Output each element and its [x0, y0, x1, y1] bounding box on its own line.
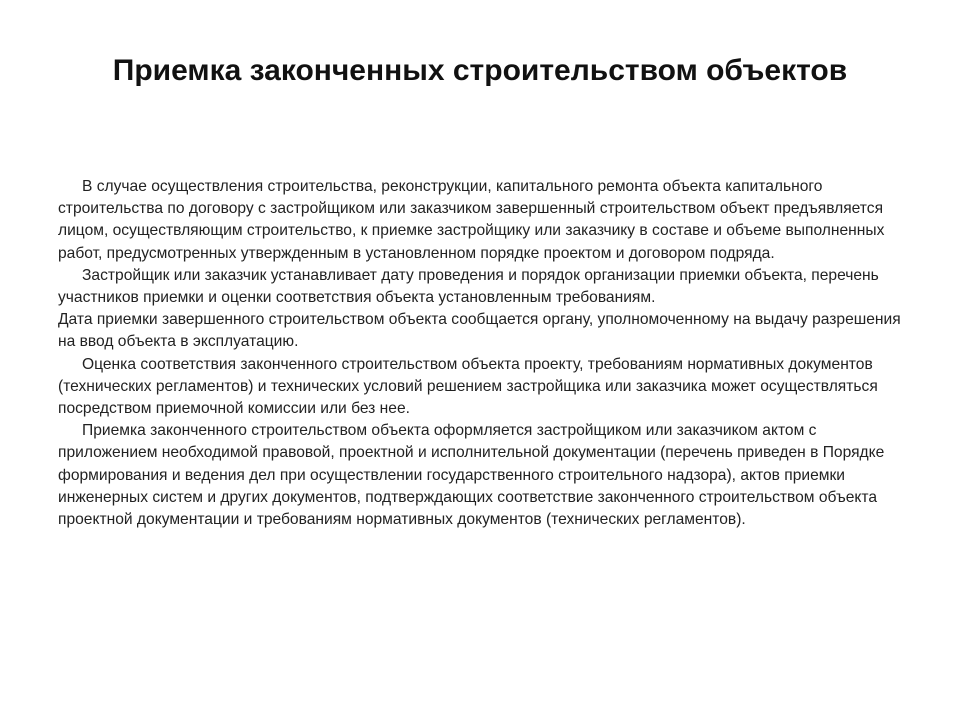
paragraph-conformity-assessment: Оценка соответствия законченного строительством объекта проекту, требованиям нормативных документов (технических регламентов) и технических условий решением застройщика или заказчика может осуществляться посредством приемочной комиссии или без нее.	[58, 355, 878, 418]
slide-body	[58, 176, 903, 531]
paragraph-acceptance-act: Приемка законченного строительством объекта оформляется застройщиком или заказчиком актом с приложением необходимой правовой, проектной и исполнительной документации (перечень приведен в Порядке формирования и ведения дел при осуществлении государственного строительного надзора), актов приемки инженерных систем и других документов, подтверждающих соответствие законченного строительством объекта проектной документации и требованиям нормативных документов (технических регламентов).	[58, 422, 885, 529]
paragraph-presentation-for-acceptance: В случае осуществления строительства, реконструкции, капитального ремонта объекта капитального строительства по договору с застройщиком или заказчиком завершенный строительством объект предъявляется лицом, осуществляющим строительство, к приемке застройщику или заказчику в составе и объеме выполненных работ, предусмотренных утвержденным в установленном порядке проектом и договором подряда.	[58, 178, 885, 262]
slide-title: Приемка законченных строительством объектов	[112, 54, 848, 87]
paragraph-acceptance-date-and-order: Застройщик или заказчик устанавливает дату проведения и порядок организации приемки объекта, перечень участников приемки и оценки соответствия объекта установленным требованиям.	[58, 266, 879, 307]
paragraph-date-notification: Дата приемки завершенного строительством объекта сообщается органу, уполномоченному на выдачу разрешения на ввод объекта в эксплуатацию.	[58, 311, 901, 351]
